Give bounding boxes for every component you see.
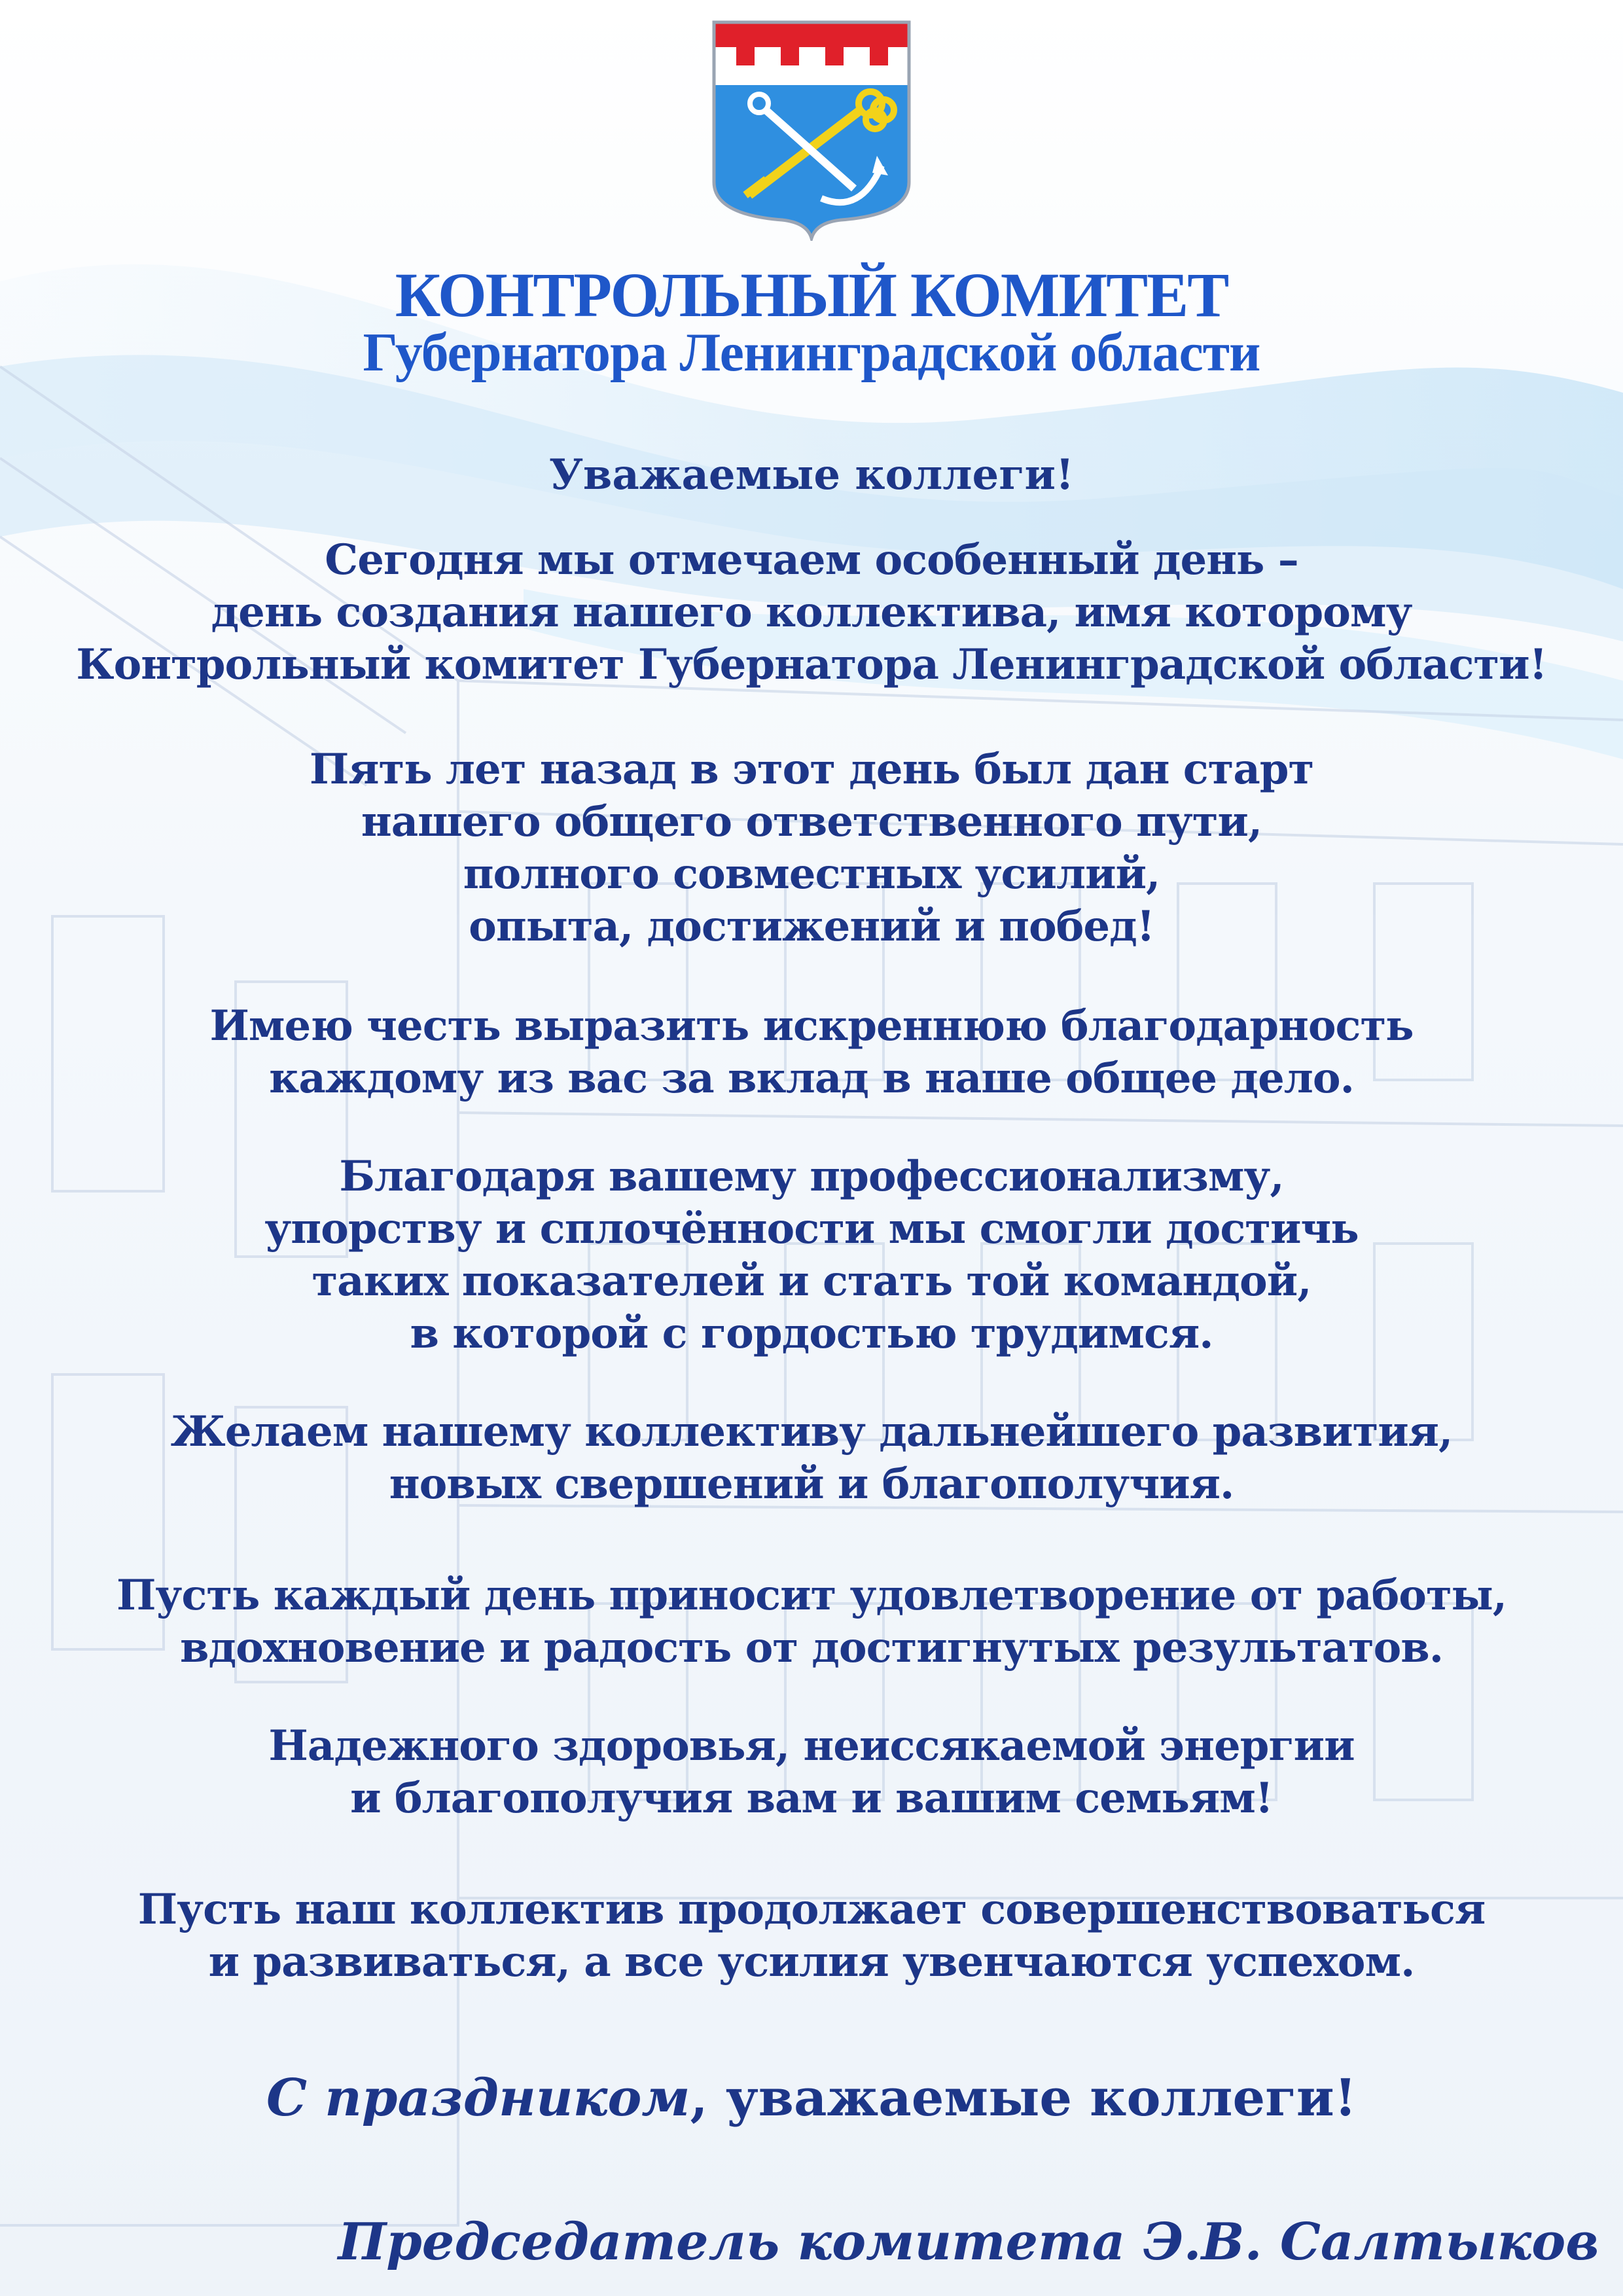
- paragraph-3-line-2: каждому из вас за вклад в наше общее дело.: [269, 1054, 1354, 1103]
- paragraph-4-line-3: таких показателей и стать той командой,: [312, 1257, 1311, 1306]
- paragraph-7-line-2: и благополучия вам и вашим семьям!: [350, 1774, 1273, 1823]
- paragraph-1-line-1: Сегодня мы отмечаем особенный день –: [325, 535, 1298, 584]
- signature: Председатель комитета Э.В. Салтыков: [338, 2212, 1599, 2272]
- paragraph-5-line-1: Желаем нашему коллективу дальнейшего развития,: [170, 1407, 1453, 1456]
- paragraph-4-line-2: упорству и сплочённости мы смогли достичь: [264, 1204, 1359, 1253]
- paragraph-4-line-4: в которой с гордостью трудимся.: [410, 1309, 1213, 1358]
- holiday-greeting-emphasis: С праздником: [266, 2068, 690, 2128]
- paragraph-4-line-1: Благодаря вашему профессионализму,: [339, 1152, 1284, 1201]
- paragraph-8-line-2: и развиваться, а все усилия увенчаются успехом.: [208, 1937, 1415, 1986]
- paragraph-6-line-2: вдохновение и радость от достигнутых результатов.: [179, 1623, 1444, 1672]
- paragraph-2-line-1: Пять лет назад в этот день был дан старт: [309, 745, 1314, 794]
- org-subtitle: Губернатора Ленинградской области: [363, 322, 1260, 383]
- paragraph-2-line-3: полного совместных усилий,: [463, 850, 1160, 899]
- paragraph-1-line-2: день создания нашего коллектива, имя которому: [211, 588, 1412, 637]
- holiday-greeting-rest: , уважаемые коллеги!: [690, 2068, 1357, 2128]
- paragraph-7-line-1: Надежного здоровья, неиссякаемой энергии: [268, 1721, 1355, 1770]
- paragraph-2-line-4: опыта, достижений и побед!: [469, 902, 1154, 951]
- paragraph-5-line-2: новых свершений и благополучия.: [389, 1460, 1234, 1509]
- org-title: КОНТРОЛЬНЫЙ КОМИТЕТ: [395, 260, 1228, 330]
- greeting: Уважаемые коллеги!: [548, 450, 1075, 499]
- paragraph-6-line-1: Пусть каждый день приносит удовлетворение от работы,: [116, 1571, 1507, 1620]
- holiday-greeting: [0, 2068, 1623, 2128]
- paragraph-8-line-1: Пусть наш коллектив продолжает совершенствоваться: [137, 1885, 1486, 1934]
- paragraph-2-line-2: нашего общего ответственного пути,: [361, 797, 1262, 846]
- paragraph-3-line-1: Имею честь выразить искреннюю благодарность: [209, 1001, 1414, 1050]
- paragraph-1-line-3: Контрольный комитет Губернатора Ленинградской области!: [76, 640, 1547, 689]
